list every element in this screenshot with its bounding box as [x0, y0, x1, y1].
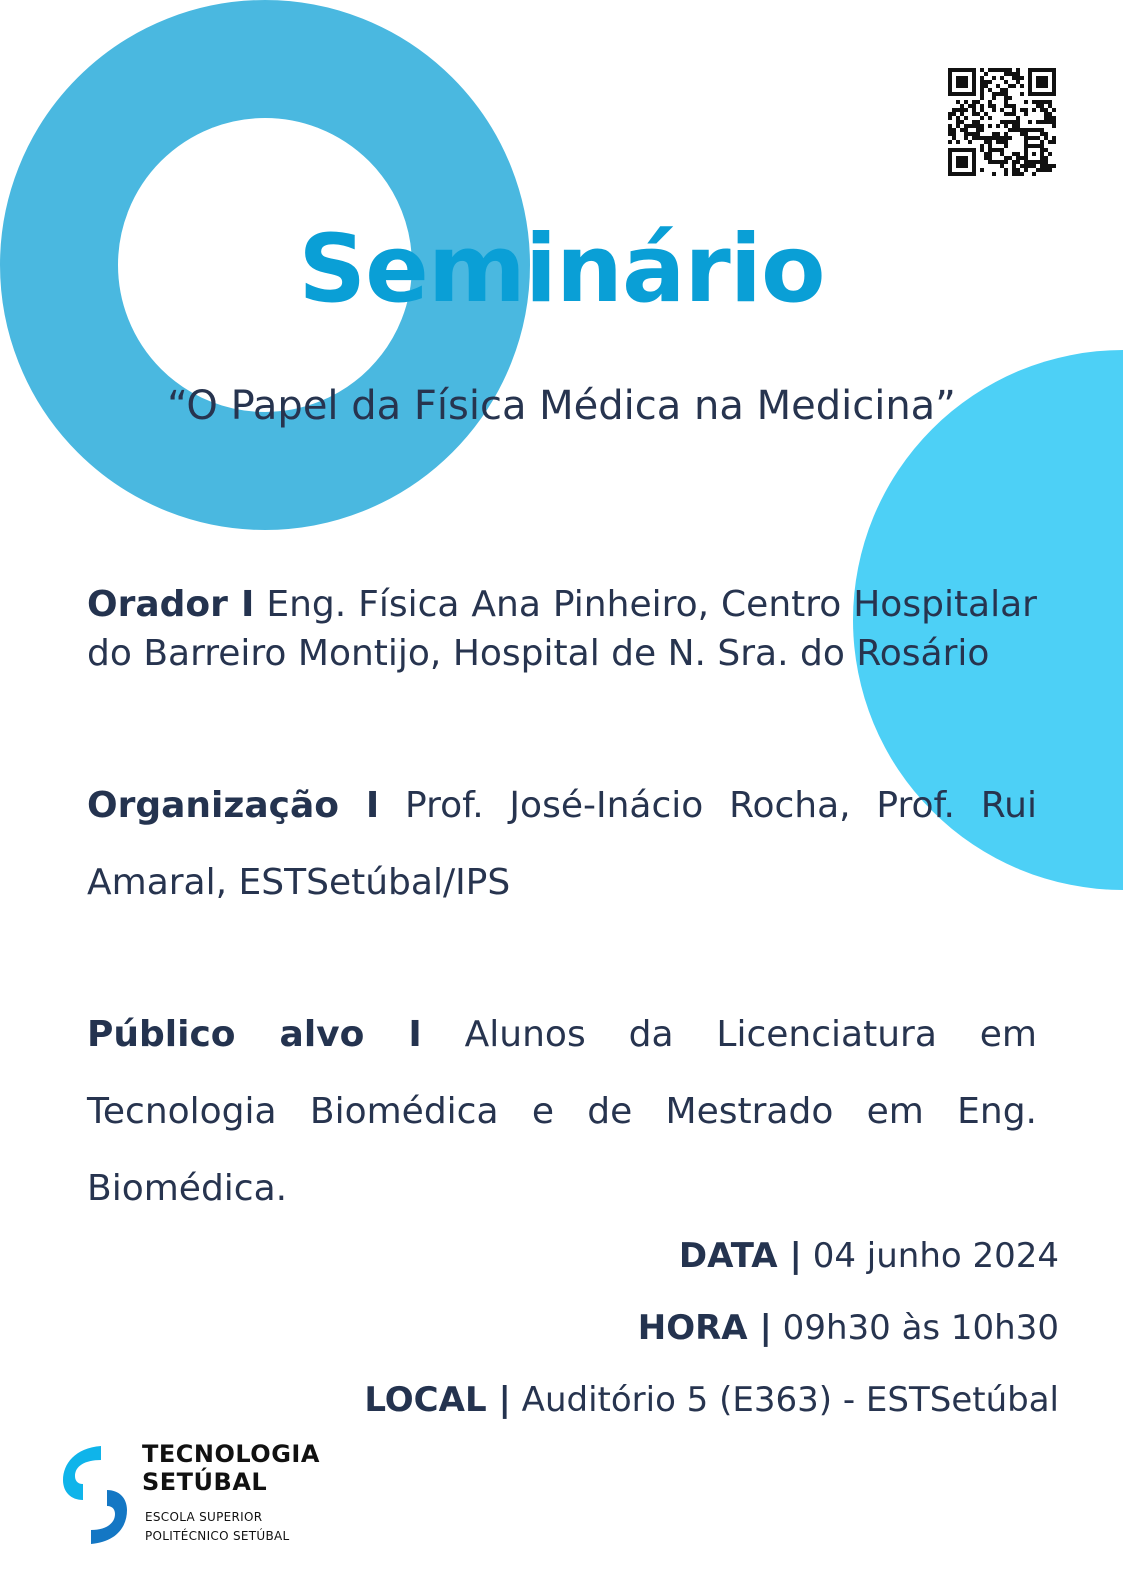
- place-value: Auditório 5 (E363) - ESTSetúbal: [510, 1380, 1059, 1420]
- place-line: [364, 1380, 1059, 1420]
- time-value: 09h30 às 10h30: [771, 1308, 1059, 1348]
- date-value: 04 junho 2024: [801, 1236, 1059, 1276]
- qr-code-icon: [948, 68, 1056, 176]
- audience-text: Alunos da Licenciatura em Tecnologia Biomédica e de Mestrado em Eng. Biomédica.: [87, 1014, 1037, 1209]
- date-label: DATA |: [678, 1236, 802, 1276]
- institution-logo: [57, 1440, 337, 1550]
- logo-subtitle: ESCOLA SUPERIOR POLITÉCNICO SETÚBAL: [145, 1510, 290, 1543]
- organization-label: Organização I: [87, 785, 380, 826]
- speaker-section: [87, 580, 1037, 678]
- speaker-text: Eng. Física Ana Pinheiro, Centro Hospitalar do Barreiro Montijo, Hospital de N. Sra. do Rosário: [87, 584, 1037, 674]
- organization-text: Prof. José-Inácio Rocha, Prof. Rui Amaral, ESTSetúbal/IPS: [87, 785, 1037, 903]
- time-line: [638, 1308, 1059, 1348]
- speaker-label: Orador I: [87, 584, 255, 625]
- audience-section: [87, 996, 1037, 1227]
- logo-title: TECNOLOGIA SETÚBAL: [142, 1440, 320, 1496]
- audience-label: Público alvo I: [87, 1014, 422, 1055]
- seminar-subtitle: “O Papel da Física Médica na Medicina”: [167, 383, 956, 429]
- date-line: [679, 1236, 1059, 1276]
- logo-mark-icon: [57, 1440, 132, 1550]
- page-title: Seminário: [298, 215, 825, 324]
- place-label: LOCAL |: [364, 1380, 511, 1420]
- organization-section: [87, 767, 1037, 921]
- time-label: HORA |: [637, 1308, 772, 1348]
